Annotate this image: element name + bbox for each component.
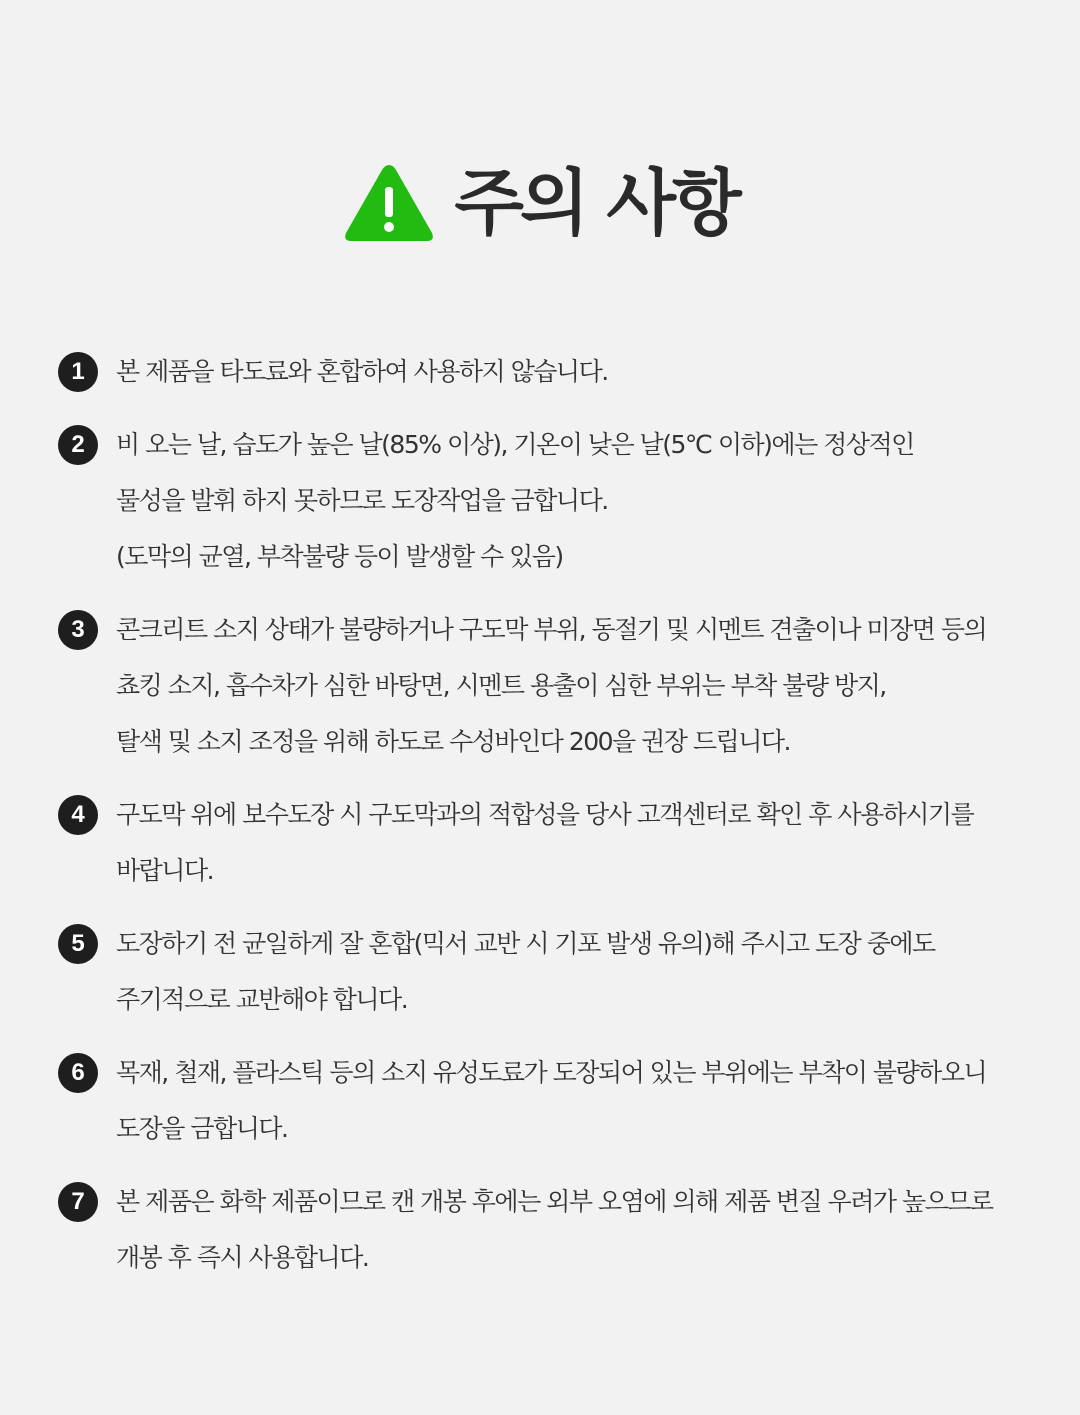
item-text-line: 주기적으로 교반해야 합니다.: [116, 985, 408, 1014]
item-text: [116, 417, 914, 585]
item-text-line: 쵸킹 소지, 흡수차가 심한 바탕면, 시멘트 용출이 심한 부위는 부착 불량 방지,: [116, 671, 886, 700]
item-text: [116, 1045, 986, 1157]
item-number-badge: 3: [58, 610, 98, 650]
item-text-line: 도장하기 전 균일하게 잘 혼합(믹서 교반 시 기포 발생 유의)해 주시고 도장 중에도: [116, 929, 935, 958]
item-text-line: 개봉 후 즉시 사용합니다.: [116, 1243, 369, 1272]
list-item: [58, 602, 1048, 770]
list-item: [58, 1045, 1048, 1157]
page-title: 주의 사항: [454, 160, 738, 245]
item-text-line: 본 제품을 타도료와 혼합하여 사용하지 않습니다.: [116, 357, 608, 386]
header: [0, 155, 1080, 250]
warning-triangle-icon: [342, 161, 436, 245]
item-text-line: 구도막 위에 보수도장 시 구도막과의 적합성을 당사 고객센터로 확인 후 사용하시기를: [116, 800, 974, 829]
item-number-badge: 4: [58, 795, 98, 835]
item-text-line: 비 오는 날, 습도가 높은 날(85% 이상), 기온이 낮은 날(5℃ 이하)에는 정상적인: [116, 430, 914, 459]
item-number-badge: 7: [58, 1182, 98, 1222]
item-text-line: 목재, 철재, 플라스틱 등의 소지 유성도료가 도장되어 있는 부위에는 부착이 불량하오니: [116, 1058, 987, 1087]
caution-list: [58, 344, 1048, 1303]
item-text-line: 도장을 금합니다.: [116, 1114, 288, 1143]
item-number-badge: 2: [58, 425, 98, 465]
item-number-badge: 1: [58, 352, 98, 392]
item-text-line: 바랍니다.: [116, 856, 214, 885]
item-number-badge: 5: [58, 924, 98, 964]
item-text: [116, 916, 935, 1028]
item-number-badge: 6: [58, 1053, 98, 1093]
list-item: [58, 417, 1048, 585]
item-text-line: 콘크리트 소지 상태가 불량하거나 구도막 부위, 동절기 및 시멘트 견출이나 미장면 등의: [116, 615, 987, 644]
list-item: [58, 344, 1048, 400]
item-text-line: 본 제품은 화학 제품이므로 캔 개봉 후에는 외부 오염에 의해 제품 변질 우려가 높으므로: [116, 1187, 993, 1216]
item-text-line: 탈색 및 소지 조정을 위해 하도로 수성바인다 200을 권장 드립니다.: [116, 727, 790, 756]
item-text: [116, 344, 608, 400]
item-text: [116, 787, 973, 899]
item-text: [116, 1174, 993, 1286]
list-item: [58, 787, 1048, 899]
item-text-line: 물성을 발휘 하지 못하므로 도장작업을 금합니다.: [116, 486, 608, 515]
item-text: [116, 602, 986, 770]
list-item: [58, 916, 1048, 1028]
item-text-line: (도막의 균열, 부착불량 등이 발생할 수 있음): [116, 542, 563, 571]
list-item: [58, 1174, 1048, 1286]
